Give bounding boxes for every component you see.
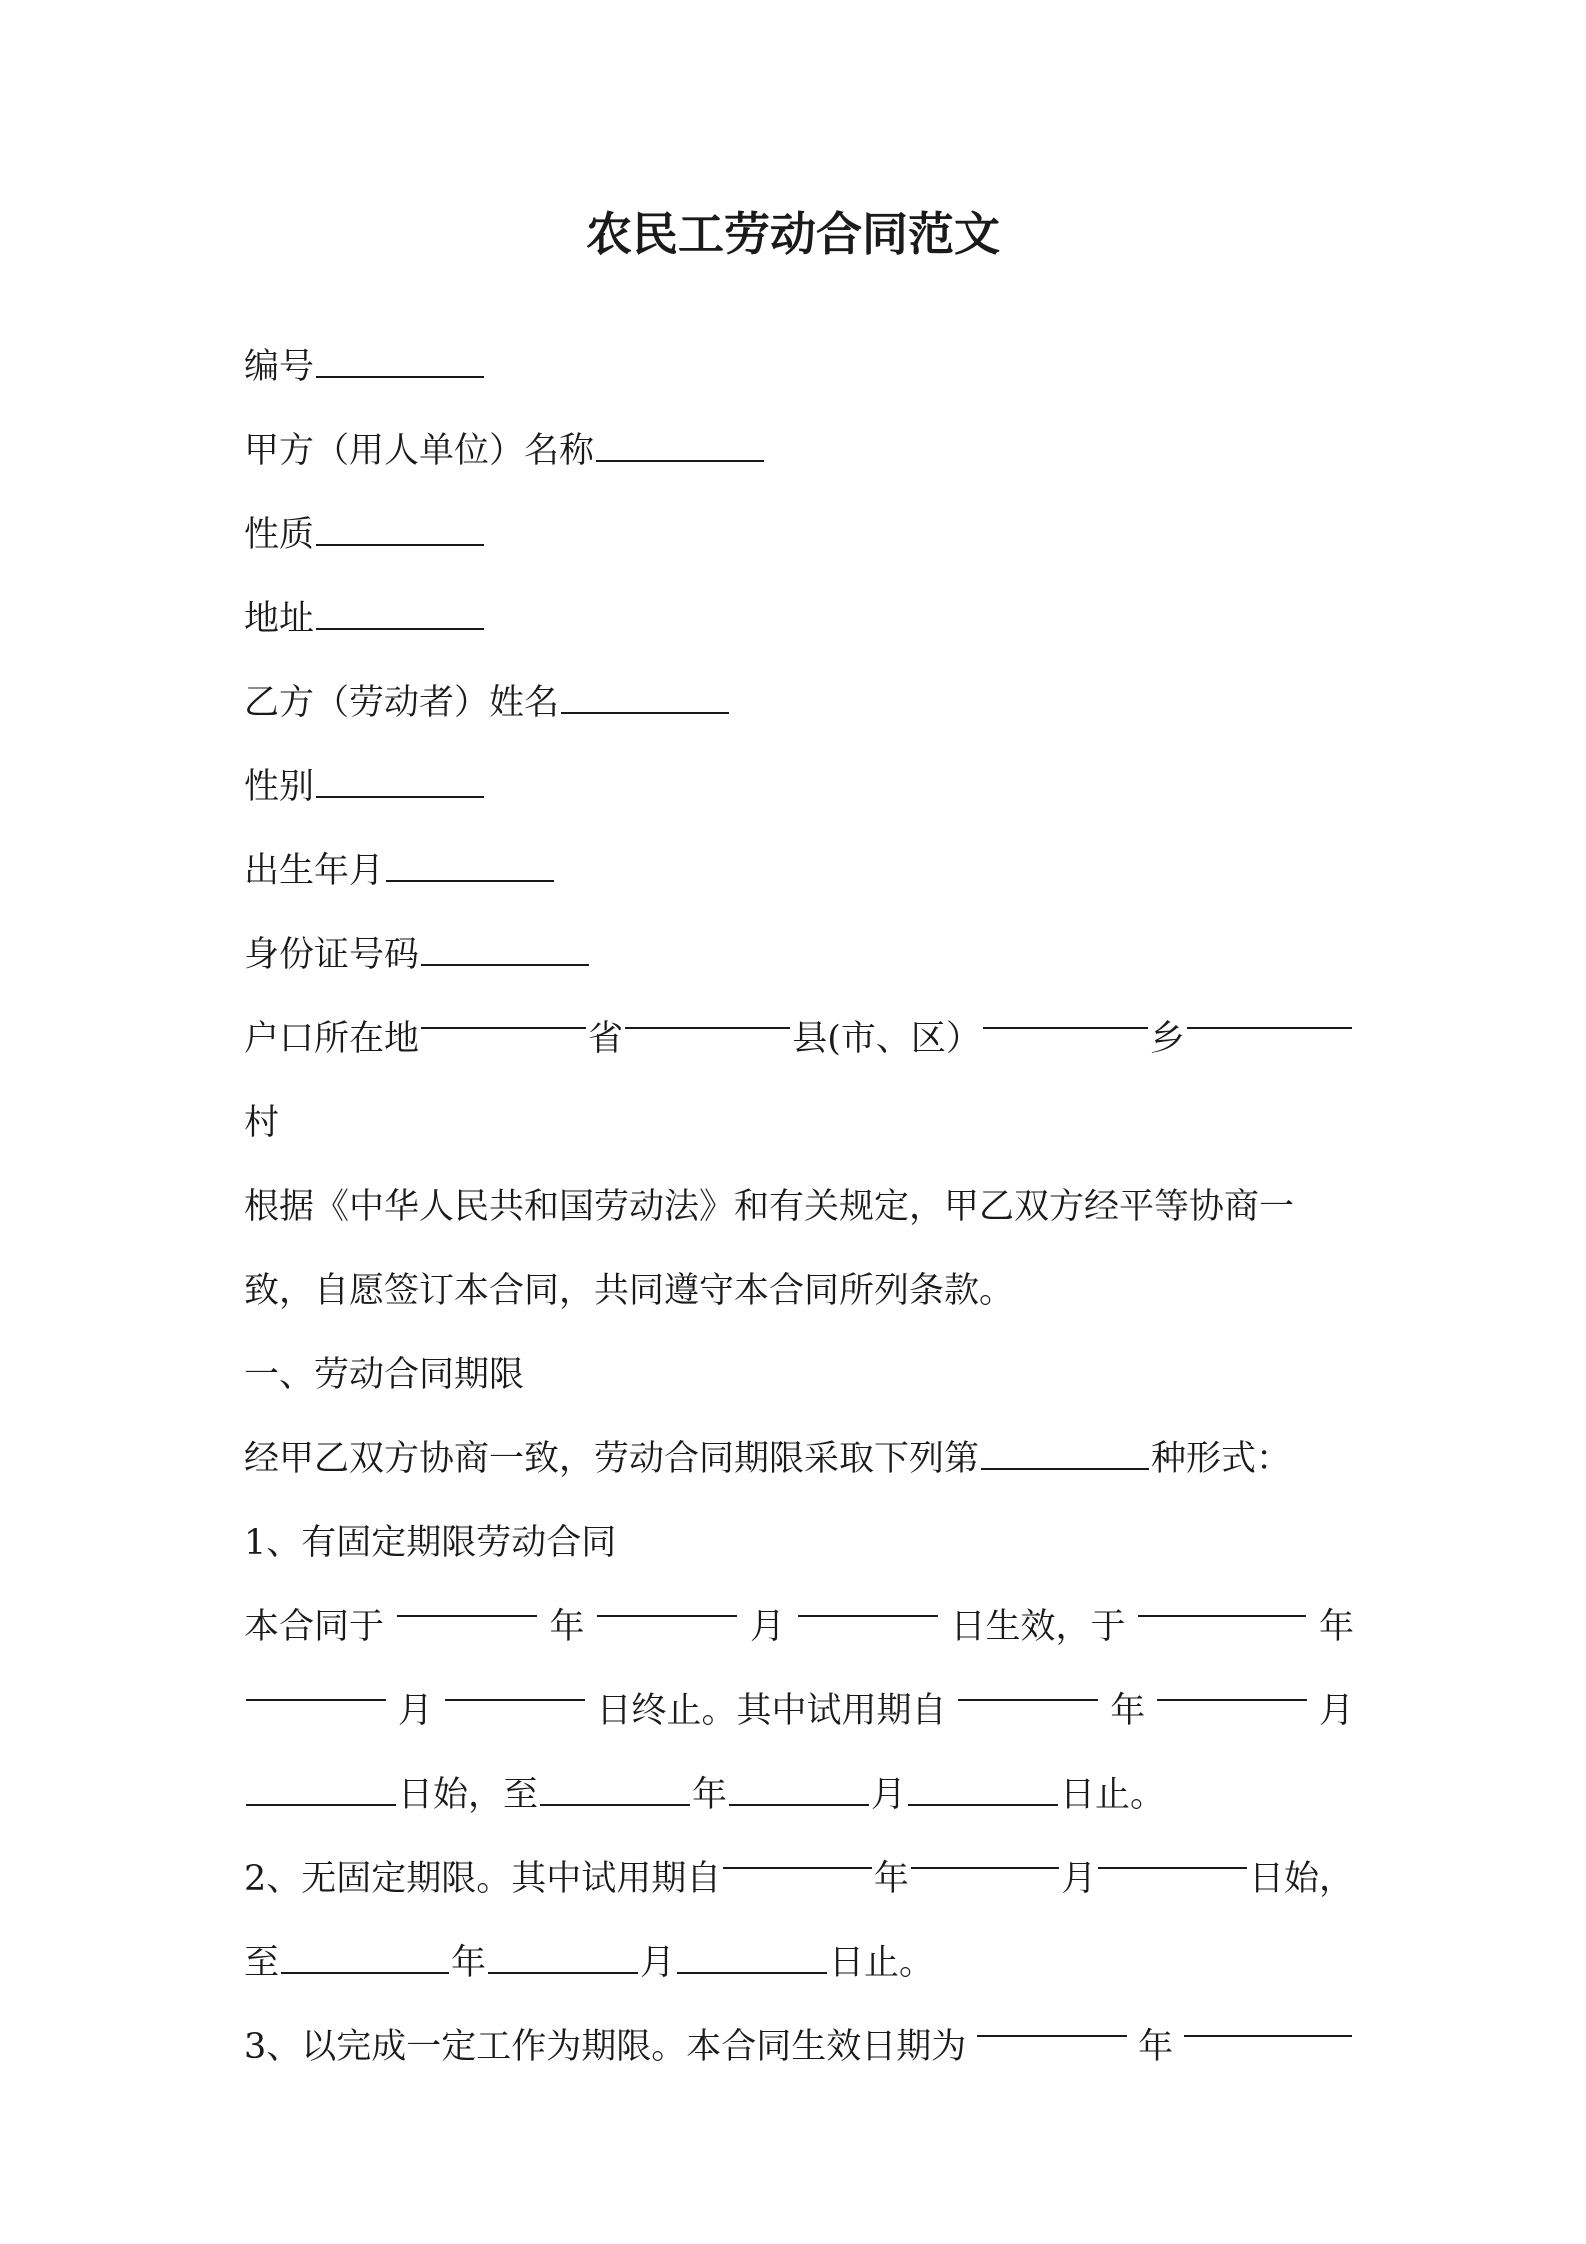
fill-blank[interactable]	[911, 1837, 1060, 1869]
text: 月	[871, 1775, 907, 1815]
fill-blank[interactable]	[1157, 1669, 1307, 1701]
fixed-term-line-1	[244, 1585, 1354, 1669]
text: 年	[1110, 1691, 1146, 1731]
fill-blank[interactable]	[1184, 2005, 1352, 2037]
fill-blank[interactable]	[540, 1774, 690, 1806]
contract-body	[244, 325, 1354, 2089]
field-label: 户口所在地	[244, 1019, 420, 1059]
fill-blank[interactable]	[316, 514, 484, 546]
field-address	[244, 577, 1354, 661]
text: 种形式：	[1151, 1439, 1292, 1479]
fill-blank[interactable]	[977, 2005, 1127, 2037]
fill-blank[interactable]	[677, 1942, 827, 1974]
fill-blank[interactable]	[597, 1585, 737, 1617]
fill-blank[interactable]	[421, 934, 589, 966]
section-heading: 一、劳动合同期限	[244, 1355, 525, 1395]
field-id-number	[244, 913, 1354, 997]
field-label: 性别	[244, 767, 315, 807]
fill-blank[interactable]	[316, 346, 484, 378]
fill-blank[interactable]	[729, 1774, 869, 1806]
field-gender	[244, 745, 1354, 829]
text: 日始，至	[398, 1775, 539, 1815]
text: 月	[1061, 1859, 1097, 1899]
field-label: 乡	[1149, 1019, 1185, 1059]
text: 至	[244, 1943, 280, 1983]
fill-blank[interactable]	[386, 850, 554, 882]
fill-blank[interactable]	[1098, 1837, 1247, 1869]
intro-line-1: 根据《中华人民共和国劳动法》和有关规定，甲乙双方经平等协商一	[244, 1187, 1295, 1227]
text: 日止。	[1060, 1775, 1166, 1815]
fill-blank[interactable]	[445, 1669, 585, 1701]
item-1-heading: 1、有固定期限劳动合同	[244, 1523, 617, 1563]
fill-blank[interactable]	[908, 1774, 1058, 1806]
field-label: 县(市、区）	[792, 1019, 981, 1059]
text: 日终止。其中试用期自	[596, 1691, 947, 1731]
fill-blank[interactable]	[1138, 1585, 1306, 1617]
text: 3、以完成一定工作为期限。本合同生效日期为	[244, 2027, 967, 2067]
fill-blank[interactable]	[561, 682, 729, 714]
field-label: 性质	[244, 515, 315, 555]
field-number	[244, 325, 1354, 409]
field-label: 编号	[244, 347, 315, 387]
fill-blank[interactable]	[246, 1669, 386, 1701]
fill-blank[interactable]	[488, 1942, 638, 1974]
text: 年	[451, 1943, 487, 1983]
fill-blank[interactable]	[1187, 997, 1352, 1029]
fill-blank[interactable]	[798, 1585, 938, 1617]
fixed-term-line-3	[244, 1753, 1354, 1837]
intro-line-2: 致，自愿签订本合同，共同遵守本合同所列条款。	[244, 1271, 1015, 1311]
text: 日生效，于	[950, 1607, 1126, 1647]
document-title: 农民工劳动合同范文	[586, 207, 1000, 261]
field-label: 出生年月	[244, 851, 385, 891]
fill-blank[interactable]	[316, 598, 484, 630]
fill-blank[interactable]	[281, 1942, 449, 1974]
field-label: 省	[588, 1019, 624, 1059]
text: 年	[692, 1775, 728, 1815]
field-nature	[244, 493, 1354, 577]
text: 月	[749, 1607, 785, 1647]
fill-blank[interactable]	[397, 1585, 537, 1617]
fill-blank[interactable]	[596, 430, 764, 462]
text: 月	[397, 1691, 433, 1731]
text: 日始，	[1249, 1859, 1354, 1899]
field-party-a-name	[244, 409, 1354, 493]
text: 年	[1138, 2027, 1174, 2067]
field-label: 地址	[244, 599, 315, 639]
fill-blank[interactable]	[723, 1837, 872, 1869]
fill-blank[interactable]	[625, 997, 790, 1029]
fill-blank[interactable]	[983, 997, 1148, 1029]
text: 年	[549, 1607, 585, 1647]
fill-blank[interactable]	[958, 1669, 1098, 1701]
item-2-line-2	[244, 1921, 1354, 2005]
text: 年	[873, 1859, 909, 1899]
text: 本合同于	[244, 1607, 385, 1647]
field-label: 乙方（劳动者）姓名	[244, 683, 560, 723]
field-village	[244, 1081, 1354, 1165]
text: 月	[1318, 1691, 1354, 1731]
fixed-term-line-2	[244, 1669, 1354, 1753]
text: 2、无固定期限。其中试用期自	[244, 1859, 722, 1899]
item-3-line	[244, 2005, 1354, 2089]
text: 经甲乙双方协商一致，劳动合同期限采取下列第	[244, 1439, 980, 1479]
fill-blank[interactable]	[316, 766, 484, 798]
fill-blank[interactable]	[421, 997, 586, 1029]
text: 日止。	[829, 1943, 935, 1983]
field-birth	[244, 829, 1354, 913]
fill-blank[interactable]	[981, 1438, 1149, 1470]
term-choice	[244, 1417, 1354, 1501]
text: 年	[1318, 1607, 1354, 1647]
field-party-b-name	[244, 661, 1354, 745]
item-2-line-1	[244, 1837, 1354, 1921]
field-hukou	[244, 997, 1354, 1081]
field-label: 身份证号码	[244, 935, 420, 975]
field-label: 村	[244, 1103, 280, 1143]
text: 月	[640, 1943, 676, 1983]
fill-blank[interactable]	[246, 1774, 396, 1806]
field-label: 甲方（用人单位）名称	[244, 431, 595, 471]
